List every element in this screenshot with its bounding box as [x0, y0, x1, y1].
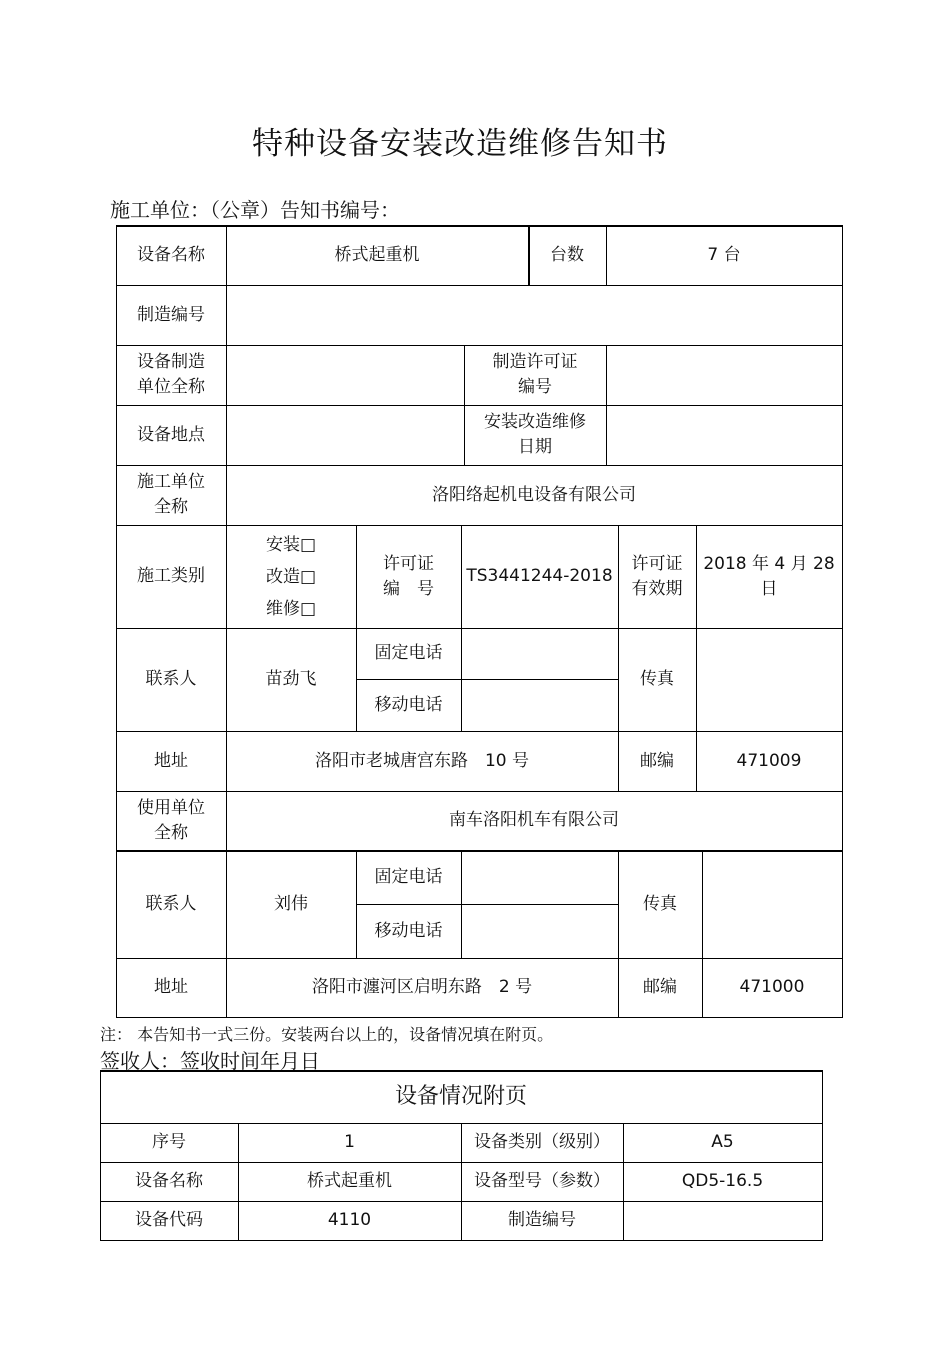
user-landline-label: 固定电话 — [374, 866, 443, 887]
license-validity-value — [696, 525, 842, 628]
appendix-serial-value — [623, 1201, 822, 1240]
user-address-value: 洛阳市瀍河区启明东路 2 号 — [311, 977, 533, 997]
serial-value — [226, 285, 842, 345]
location-value — [226, 405, 464, 465]
validity-label-line2: 有效期 — [631, 578, 683, 599]
mfg-license-value — [606, 345, 842, 405]
contractor-landline-label: 固定电话 — [374, 643, 443, 663]
page-title: 特种设备安装改造维修告知书 — [252, 126, 668, 162]
device-name-value: 桥式起重机 — [334, 244, 420, 265]
device-name-label: 设备名称 — [137, 244, 205, 265]
contractor-value: 洛阳络起机电设备有限公司 — [432, 484, 636, 505]
user-postcode-label: 邮编 — [643, 977, 677, 997]
contractor-mobile-label: 移动电话 — [374, 694, 443, 715]
contractor-address-value: 洛阳市老城唐宫东路 10 号 — [314, 750, 530, 771]
user-contact-name: 刘伟 — [274, 893, 308, 914]
validity-line2: 日 — [760, 578, 778, 599]
user-address-label: 地址 — [154, 977, 188, 997]
contractor-label-line2: 全称 — [154, 497, 188, 517]
license-number: TS3441244-2018 — [466, 566, 613, 586]
user-postcode-value: 471000 — [739, 977, 805, 997]
model-label: 设备型号（参数） — [474, 1171, 610, 1191]
contractor-postcode-label: 邮编 — [640, 750, 674, 771]
license-label — [356, 525, 461, 628]
category-value: A5 — [711, 1132, 734, 1152]
license-validity-label — [618, 525, 696, 628]
contractor-label — [116, 465, 226, 525]
device-code-value: 4110 — [327, 1210, 372, 1230]
contractor-seal-line: 施工单位：（公章）告知书编号： — [110, 198, 400, 222]
mfg-license-label — [464, 345, 606, 405]
user-unit-label — [116, 791, 226, 850]
contractor-contact-name: 苗劲飞 — [265, 669, 317, 689]
validity-label-line1: 许可证 — [631, 553, 683, 574]
appendix-name-value: 桥式起重机 — [307, 1171, 392, 1191]
user-fax-label: 传真 — [643, 893, 677, 914]
appendix-name-label: 设备名称 — [135, 1171, 203, 1191]
count-label: 台数 — [550, 244, 584, 265]
seq-label: 序号 — [152, 1132, 186, 1152]
device-code-label: 设备代码 — [135, 1210, 203, 1230]
contractor-postcode-value: 471009 — [736, 750, 802, 771]
license-label-line1: 许可证 — [383, 553, 434, 574]
user-unit-value: 南车洛阳机车有限公司 — [449, 810, 619, 830]
model-value: QD5-16.5 — [681, 1171, 764, 1191]
signature-line: 签收人：签收时间年月日 — [100, 1049, 320, 1073]
validity-line1: 2018 年 4 月 28 — [703, 553, 835, 574]
manufacturer-label-line1: 设备制造 — [137, 352, 205, 372]
serial-label: 制造编号 — [137, 304, 205, 325]
license-label-line2: 编 号 — [383, 578, 434, 599]
contractor-address-label: 地址 — [154, 750, 188, 771]
user-unit-label-line2: 全称 — [154, 822, 188, 843]
appendix-serial-label: 制造编号 — [508, 1210, 576, 1230]
user-mobile-label: 移动电话 — [374, 920, 443, 941]
mfg-license-label-line1: 制造许可证 — [492, 352, 578, 372]
location-label: 设备地点 — [137, 424, 205, 445]
work-date-label — [464, 405, 606, 465]
count-value: 7 台 — [707, 244, 741, 265]
mfg-license-label-line2: 编号 — [518, 377, 552, 397]
user-fax-value — [702, 850, 842, 958]
contractor-mobile-value — [461, 679, 618, 731]
contractor-contact-label: 联系人 — [145, 669, 197, 689]
contractor-label-line1: 施工单位 — [137, 472, 205, 492]
work-date-value — [606, 405, 842, 465]
work-type-options — [226, 525, 356, 628]
option-modify-checkbox[interactable]: 改造□ — [265, 566, 317, 587]
category-label: 设备类别（级别） — [474, 1132, 610, 1152]
manufacturer-label-line2: 单位全称 — [137, 377, 205, 397]
seq-value: 1 — [344, 1132, 355, 1152]
footnote: 注： 本告知书一式三份。安装两台以上的，设备情况填在附页。 — [100, 1025, 554, 1044]
user-contact-label: 联系人 — [145, 893, 197, 914]
manufacturer-label — [116, 345, 226, 405]
user-mobile-value — [461, 904, 618, 958]
contractor-fax-label: 传真 — [640, 669, 674, 689]
work-date-label-line2: 日期 — [518, 437, 552, 457]
user-unit-label-line1: 使用单位 — [137, 797, 205, 818]
contractor-fax-value — [696, 628, 842, 731]
appendix-title: 设备情况附页 — [394, 1084, 527, 1109]
option-install-checkbox[interactable]: 安装□ — [265, 534, 317, 555]
contractor-landline-value — [461, 628, 618, 679]
work-date-label-line1: 安装改造维修 — [484, 412, 586, 432]
work-type-label: 施工类别 — [137, 566, 205, 586]
user-landline-value — [461, 850, 618, 904]
manufacturer-value — [226, 345, 464, 405]
option-repair-checkbox[interactable]: 维修□ — [265, 598, 317, 619]
